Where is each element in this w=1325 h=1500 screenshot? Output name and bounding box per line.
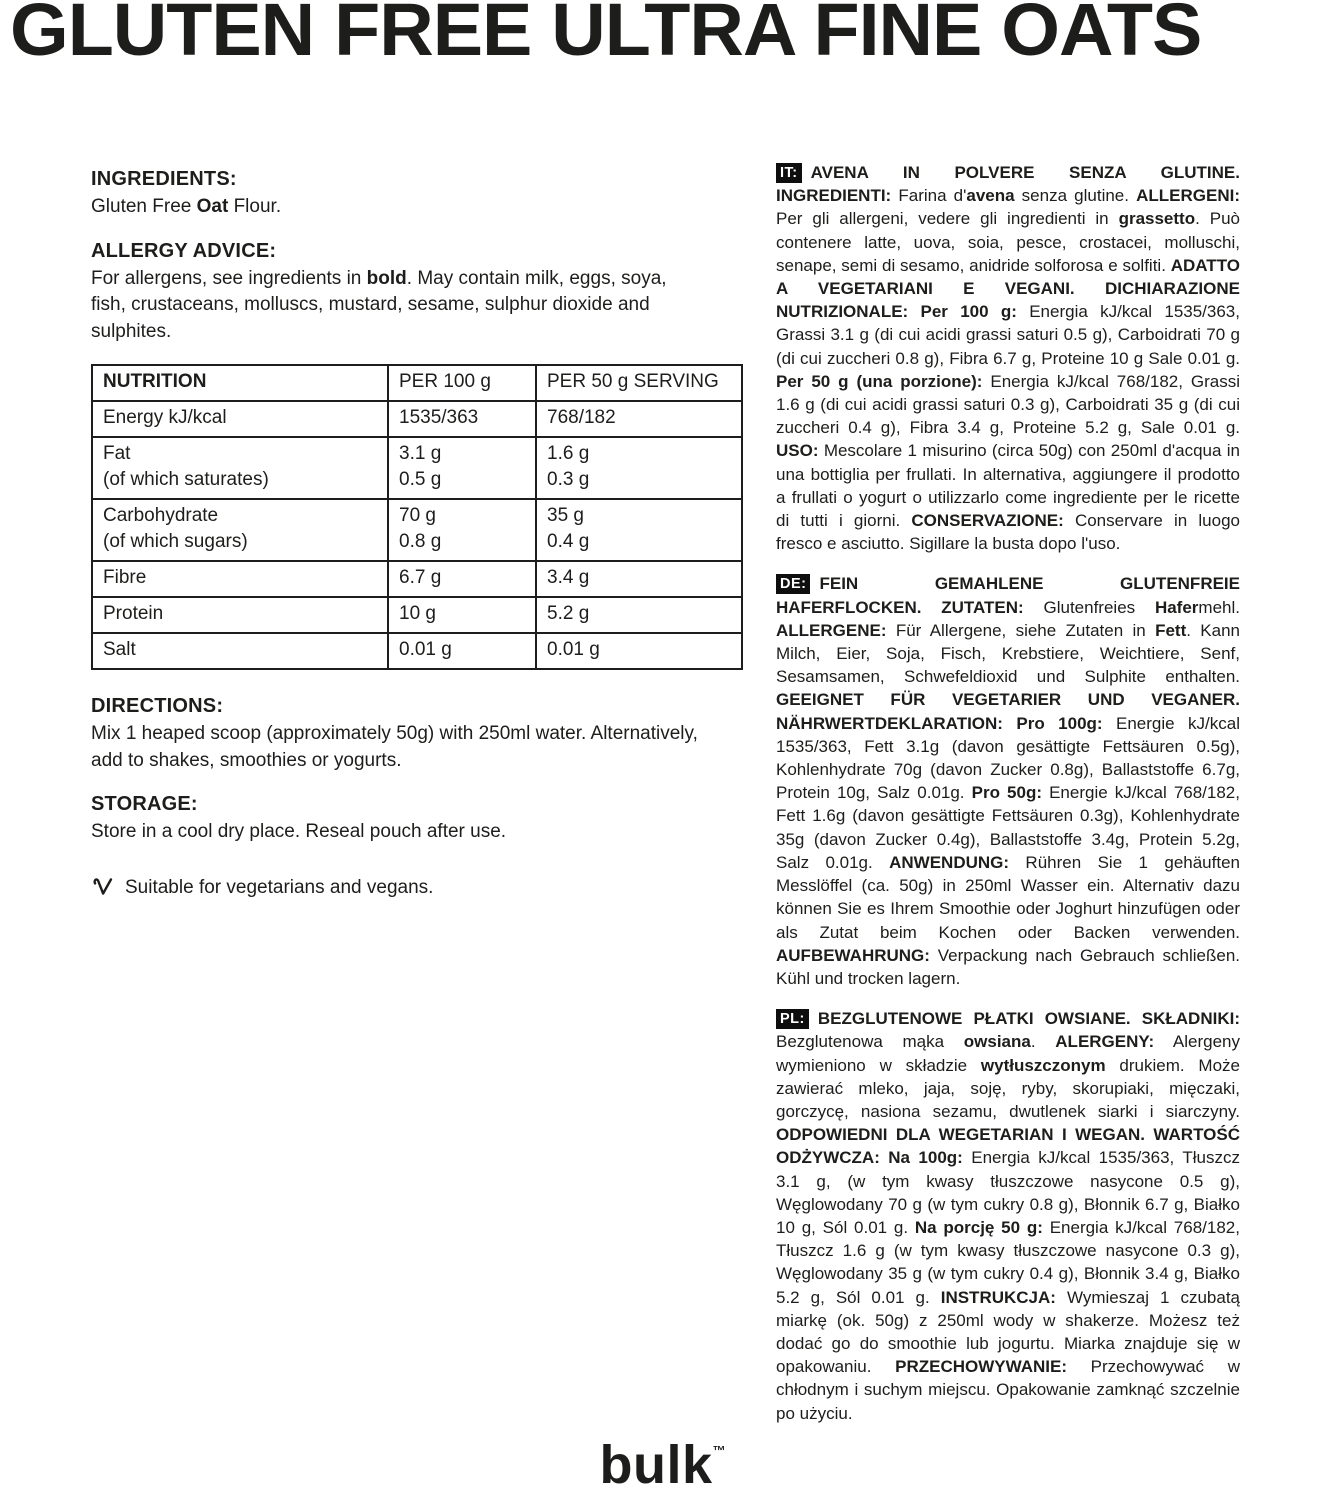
table-row <box>92 597 742 633</box>
english-column <box>91 168 741 900</box>
brand-logo <box>0 1435 1325 1495</box>
table-header-row <box>92 365 742 401</box>
nutrient-name: Fibre <box>92 561 388 597</box>
nutrition-header: NUTRITION <box>92 365 388 401</box>
ingredients-heading: INGREDIENTS: <box>91 168 237 190</box>
per-50g-header: PER 50 g SERVING <box>536 365 742 401</box>
per-50g-value: 5.2 g <box>536 597 742 633</box>
table-row <box>92 633 742 669</box>
per-100g-value: 0.01 g <box>388 633 536 669</box>
multilingual-column <box>776 161 1240 1442</box>
per-100g-value: 1535/363 <box>388 401 536 437</box>
ingredients-text: Gluten Free Oat Flour. <box>91 196 282 217</box>
table-row <box>92 561 742 597</box>
nutrition-table <box>91 364 743 670</box>
lang-text-pl: BEZGLUTENOWE PŁATKI OWSIANE. SKŁADNIKI: Bezglutenowa mąka owsiana. ALERGENY: Alergeny wymieniono w składzie wytłuszczonym drukiem. Może zawierać mleko, jaja, soję, ryby, skorupiaki, mięczaki, gorczycę, nasiona sezamu, dwutlenek siarki i siarczyny. ODPOWIEDNI DLA WEGETARIAN I WEGAN. WARTOŚĆ ODŻYWCZA: Na 100g: Energia kJ/kcal 1535/363, Tłuszcz 3.1 g, (w tym kwasy tłuszczowe nasycone 0.5 g), Węglowodany 70 g (w tym cukry 0.8 g), Błonnik 6.7 g, Białko 10 g, Sól 0.01 g. Na porcję 50 g: Energia kJ/kcal 768/182, Tłuszcz 1.6 g (w tym kwasy tłuszczowe nasycone 0.3 g), Węglowodany 35 g (w tym cukry 0.4 g), Błonnik 3.4 g, Białko 5.2 g, Sól 0.01 g. INSTRUKCJA: Wymieszaj 1 czubatą miarkę (ok. 50g) z 250ml wody w shakerze. Możesz też dodać go do smoothie lub jogurtu. Miarka znajduje się w opakowaniu. PRZECHOWYWANIE: Przechowywać w chłodnym i suchym miejscu. Opakowanie zamknąć szczelnie po użyciu. <box>776 1009 1241 1423</box>
lang-badge-pl: PL: <box>776 1009 809 1029</box>
per-100g-value: 70 g 0.8 g <box>388 499 536 561</box>
nutrient-name: Carbohydrate (of which sugars) <box>92 499 388 561</box>
vegetarian-note-text: Suitable for vegetarians and vegans. <box>125 876 434 898</box>
vegetarian-vegan-icon <box>91 876 115 900</box>
per-50g-value: 35 g 0.4 g <box>536 499 742 561</box>
lang-badge-de: DE: <box>776 574 810 594</box>
nutrient-name: Fat (of which saturates) <box>92 437 388 499</box>
per-50g-value: 3.4 g <box>536 561 742 597</box>
lang-badge-it: IT: <box>776 163 802 183</box>
trademark-symbol: ™ <box>712 1443 726 1458</box>
product-title: GLUTEN FREE ULTRA FINE OATS <box>10 0 1202 71</box>
table-row <box>92 437 742 499</box>
per-50g-value: 768/182 <box>536 401 742 437</box>
allergy-advice-text: For allergens, see ingredients in bold. May contain milk, eggs, soya, fish, crustaceans, molluscs, mustard, sesame, sulphur dioxide and sulphites. <box>91 267 667 342</box>
per-50g-value: 0.01 g <box>536 633 742 669</box>
directions-text: Mix 1 heaped scoop (approximately 50g) with 250ml water. Alternatively, add to shakes, smoothies or yogurts. <box>91 723 698 771</box>
table-row <box>92 401 742 437</box>
allergy-advice-heading: ALLERGY ADVICE: <box>91 239 277 262</box>
table-row <box>92 499 742 561</box>
nutrition-table-body <box>92 401 742 669</box>
nutrient-name: Protein <box>92 597 388 633</box>
per-100g-value: 10 g <box>388 597 536 633</box>
per-50g-value: 1.6 g 0.3 g <box>536 437 742 499</box>
nutrient-name: Energy kJ/kcal <box>92 401 388 437</box>
lang-text-it: AVENA IN POLVERE SENZA GLUTINE. INGREDIENTI: Farina d'avena senza glutine. ALLERGENI: Per gli allergeni, vedere gli ingredienti in grassetto. Può contenere latte, uova, soia, pesce, crostacei, molluschi, senape, semi di sesamo, anidride solforosa e solfiti. ADATTO A VEGETARIANI E VEGANI. DICHIARAZIONE NUTRIZIONALE: Per 100 g: Energia kJ/kcal 1535/363, Grassi 3.1 g (di cui acidi grassi saturi 0.5 g), Carboidrati 70 g (di cui zuccheri 0.8 g), Fibra 6.7 g, Proteine 10 g Sale 0.01 g. Per 50 g (una porzione): Energia kJ/kcal 768/182, Grassi 1.6 g (di cui acidi grassi saturi 0.3 g), Carboidrati 35 g (di cui zuccheri 0.4 g), Fibra 3.4 g, Proteine 5.2 g, Sale 0.01 g. USO: Mescolare 1 misurino (circa 50g) con 250ml d'acqua in una bottiglia per frullati. In alternativa, aggiungere il prodotto a frullati o yogurt o utilizzarlo come ingrediente per le ricette di tutti i giorni. CONSERVAZIONE: Conservare in luogo fresco e asciutto. Sigillare la busta dopo l'uso. <box>776 163 1240 554</box>
per-100g-header: PER 100 g <box>388 365 536 401</box>
lang-section-pl <box>776 1007 1240 1425</box>
storage-heading: STORAGE: <box>91 793 198 815</box>
storage-text: Store in a cool dry place. Reseal pouch after use. <box>91 821 507 842</box>
per-100g-value: 3.1 g 0.5 g <box>388 437 536 499</box>
nutrient-name: Salt <box>92 633 388 669</box>
per-100g-value: 6.7 g <box>388 561 536 597</box>
lang-section-de <box>776 572 1240 990</box>
vegetarian-note <box>91 876 741 900</box>
directions-heading: DIRECTIONS: <box>91 695 224 717</box>
brand-logo-text: bulk <box>599 1435 713 1495</box>
lang-text-de: FEIN GEMAHLENE GLUTENFREIE HAFERFLOCKEN. ZUTATEN: Glutenfreies Hafermehl. ALLERGENE: Für Allergene, siehe Zutaten in Fett. Kann Milch, Eier, Soja, Fisch, Krebstiere, Weichtiere, Senf, Sesamsamen, Schwefeldioxid und Sulphite enthalten. GEEIGNET FÜR VEGETARIER UND VEGANER. NÄHRWERTDEKLARATION: Pro 100g: Energie kJ/kcal 1535/363, Fett 3.1g (davon gesättigte Fettsäuren 0.5g), Kohlenhydrate 70g (davon Zucker 0.8g), Ballaststoffe 6.7g, Protein 10g, Salz 0.01g. Pro 50g: Energie kJ/kcal 768/182, Fett 1.6g (davon gesättigte Fettsäuren 0.3g), Kohlenhydrate 35g (davon Zucker 0.4g), Ballaststoffe 3.4g, Protein 5.2g, Salz 0.01g. ANWENDUNG: Rühren Sie 1 gehäuften Messlöffel (ca. 50g) in 250ml Wasser ein. Alternativ dazu können Sie es Ihrem Smoothie oder Joghurt hinzufügen oder als Zutat beim Kochen oder Backen verwenden. AUFBEWAHRUNG: Verpackung nach Gebrauch schließen. Kühl und trocken lagern. <box>776 574 1240 988</box>
lang-section-it <box>776 161 1240 555</box>
